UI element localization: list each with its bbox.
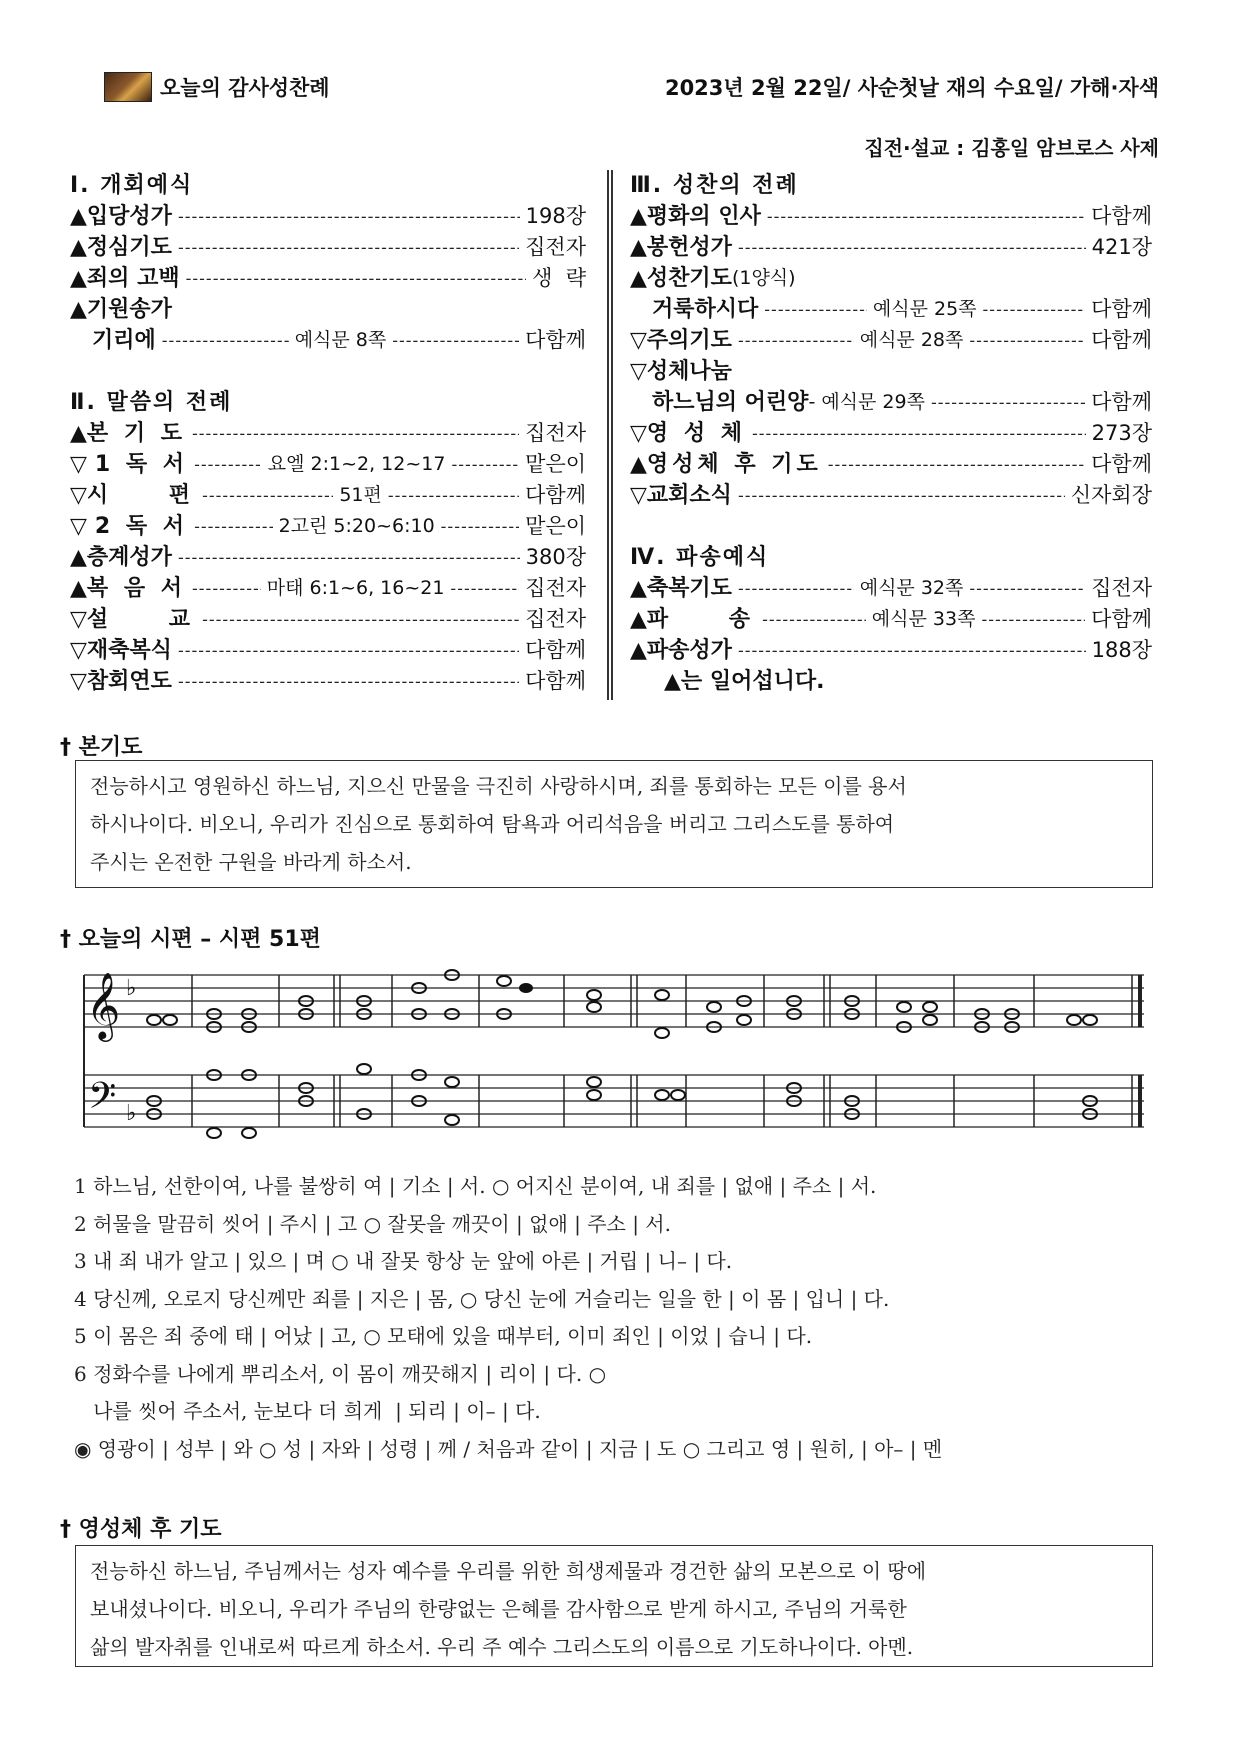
order-row: ▲ 복 음 서 ----- 마태 6:1~6, 16~21 ----- 집전자 <box>70 573 586 604</box>
svg-text:♭: ♭ <box>126 1101 137 1126</box>
psalm-verse: 3 내 죄 내가 알고 | 있으 | 며 ○ 내 잘못 항상 눈 앞에 아른 | 거립 | 니– | 다. <box>74 1249 733 1273</box>
svg-text:𝄢: 𝄢 <box>88 1075 117 1126</box>
section-title-opening: Ⅰ. 개회예식 <box>70 173 194 198</box>
order-row: 하느님의 어린양 - 예식문 29쪽 ----- 다함께 <box>630 387 1152 418</box>
order-row: ▽ 설 교 ----- 집전자 <box>70 604 586 635</box>
altar-photo-thumbnail <box>104 72 152 102</box>
collect-line: 하시나이다. 비오니, 우리가 진심으로 통회하여 탐욕과 어리석음을 버리고 그리스도를 통하여 <box>90 812 895 836</box>
order-row: ▲ 본 기 도 ----- 집전자 <box>70 418 586 449</box>
order-row: ▽ 성체나눔 <box>630 359 732 384</box>
order-row: ▽ 참회연도 ----- 다함께 <box>70 666 586 697</box>
psalm-verse: 6 정화수를 나에게 뿌리소서, 이 몸이 깨끗해지 | 리이 | 다. ○ <box>74 1361 607 1386</box>
standing-note: ▲는 일어섭니다. <box>664 669 825 694</box>
order-row: ▲ 봉헌성가 ----- 421장 <box>630 232 1152 263</box>
collect-line: 주시는 온전한 구원을 바라게 하소서. <box>90 850 412 874</box>
order-row: 기리에 ----- 예식문 8쪽 ----- 다함께 <box>70 325 586 356</box>
section-title-eucharist: Ⅲ. 성찬의 전례 <box>630 173 799 198</box>
svg-text:♭: ♭ <box>126 976 137 1001</box>
svg-text:𝄞: 𝄞 <box>86 971 121 1039</box>
bulletin-title: 오늘의 감사성찬례 <box>160 76 330 100</box>
collect-box <box>75 760 1153 888</box>
psalm-verse: 1 하느님, 선한이여, 나를 불쌍히 여 | 기소 | 서. ○ 어지신 분이여, 내 죄를 | 없애 | 주소 | 서. <box>74 1174 877 1198</box>
post-communion-heading: † 영성체 후 기도 <box>60 1517 222 1542</box>
section-title-dismissal: Ⅳ. 파송예식 <box>630 545 770 570</box>
order-row: ▲ 입당성가 ----- 198장 <box>70 201 586 232</box>
order-row: ▲ 파송성가 ----- 188장 <box>630 635 1152 666</box>
bulletin-header-left <box>104 72 330 102</box>
psalm-verses <box>74 1168 942 1468</box>
psalm-verse: 4 당신께, 오로지 당신께만 죄를 | 지은 | 몸, ○ 당신 눈에 거슬리는 일을 한 | 이 몸 | 입니 | 다. <box>74 1286 890 1311</box>
order-row: ▽ 영 성 체 ----- 273장 <box>630 418 1152 449</box>
section-title-word: Ⅱ. 말씀의 전례 <box>70 390 233 415</box>
order-row: 거룩하시다 ----- 예식문 25쪽 ----- 다함께 <box>630 294 1152 325</box>
order-row: ▽ 주의기도 ----- 예식문 28쪽 ----- 다함께 <box>630 325 1152 356</box>
psalm-verse: 5 이 몸은 죄 중에 태 | 어났 | 고, ○ 모태에 있을 때부터, 이미 죄인 | 이었 | 습니 | 다. <box>74 1324 813 1348</box>
order-row: ▽ 2 독 서 ----- 2고린 5:20~6:10 ----- 맡은이 <box>70 511 586 542</box>
post-communion-box <box>75 1545 1153 1667</box>
psalm-heading: † 오늘의 시편 – 시편 51편 <box>60 927 321 952</box>
order-row: ▲ 성찬기도 (1양식) <box>630 266 796 291</box>
psalm-verse: 나를 씻어 주소서, 눈보다 더 희게 | 되리 | 이– | 다. <box>74 1399 541 1423</box>
order-row: ▽ 교회소식 ----- 신자회장 <box>630 480 1152 511</box>
order-right-column <box>630 170 1152 697</box>
post-communion-line: 보내셨나이다. 비오니, 우리가 주님의 한량없는 은혜를 감사함으로 받게 하시고, 주님의 거룩한 <box>90 1597 907 1621</box>
order-row: ▽ 재축복식 ----- 다함께 <box>70 635 586 666</box>
order-row: ▲ 파 송 ----- 예식문 33쪽 ----- 다함께 <box>630 604 1152 635</box>
psalm-verse: 2 허물을 말끔히 씻어 | 주시 | 고 ○ 잘못을 깨끗이 | 없애 | 주소 | 서. <box>74 1211 671 1236</box>
column-divider <box>607 170 613 700</box>
psalm-chant-score <box>74 955 1154 1155</box>
order-row: ▲ 기원송가 <box>70 297 172 322</box>
order-row: ▲ 축복기도 ----- 예식문 32쪽 ----- 집전자 <box>630 573 1152 604</box>
order-row: ▲ 평화의 인사 ----- 다함께 <box>630 201 1152 232</box>
collect-heading: † 본기도 <box>60 735 143 760</box>
post-communion-line: 삶의 발자취를 인내로써 따르게 하소서. 우리 주 예수 그리스도의 이름으로 기도하나이다. 아멘. <box>90 1635 914 1659</box>
order-row: ▲ 영성체 후 기도 ----- 다함께 <box>630 449 1152 480</box>
order-row: ▲ 층계성가 ----- 380장 <box>70 542 586 573</box>
post-communion-line: 전능하신 하느님, 주님께서는 성자 예수를 우리를 위한 희생제물과 경건한 삶의 모본으로 이 땅에 <box>90 1559 927 1583</box>
order-row: ▲ 죄의 고백 ----- 생 략 <box>70 263 586 294</box>
officiant-line: 집전·설교 : 김홍일 암브로스 사제 <box>864 136 1159 160</box>
gloria-patri: ◉ 영광이 | 성부 | 와 ○ 성 | 자와 | 성령 | 께 / 처음과 같이 | 지금 | 도 ○ 그리고 영 | 원히, | 아– | 멘 <box>74 1436 943 1461</box>
order-row: ▽ 1 독 서 ----- 요엘 2:1~2, 12~17 ----- 맡은이 <box>70 449 586 480</box>
order-row: ▽ 시 편 ----- 51편 ----- 다함께 <box>70 480 586 511</box>
order-left-column <box>70 170 586 697</box>
date-info: 2023년 2월 22일/ 사순첫날 재의 수요일/ 가해·자색 <box>664 76 1159 100</box>
order-row: ▲ 정심기도 ----- 집전자 <box>70 232 586 263</box>
collect-line: 전능하시고 영원하신 하느님, 지으신 만물을 극진히 사랑하시며, 죄를 통회하는 모든 이를 용서 <box>90 774 907 798</box>
